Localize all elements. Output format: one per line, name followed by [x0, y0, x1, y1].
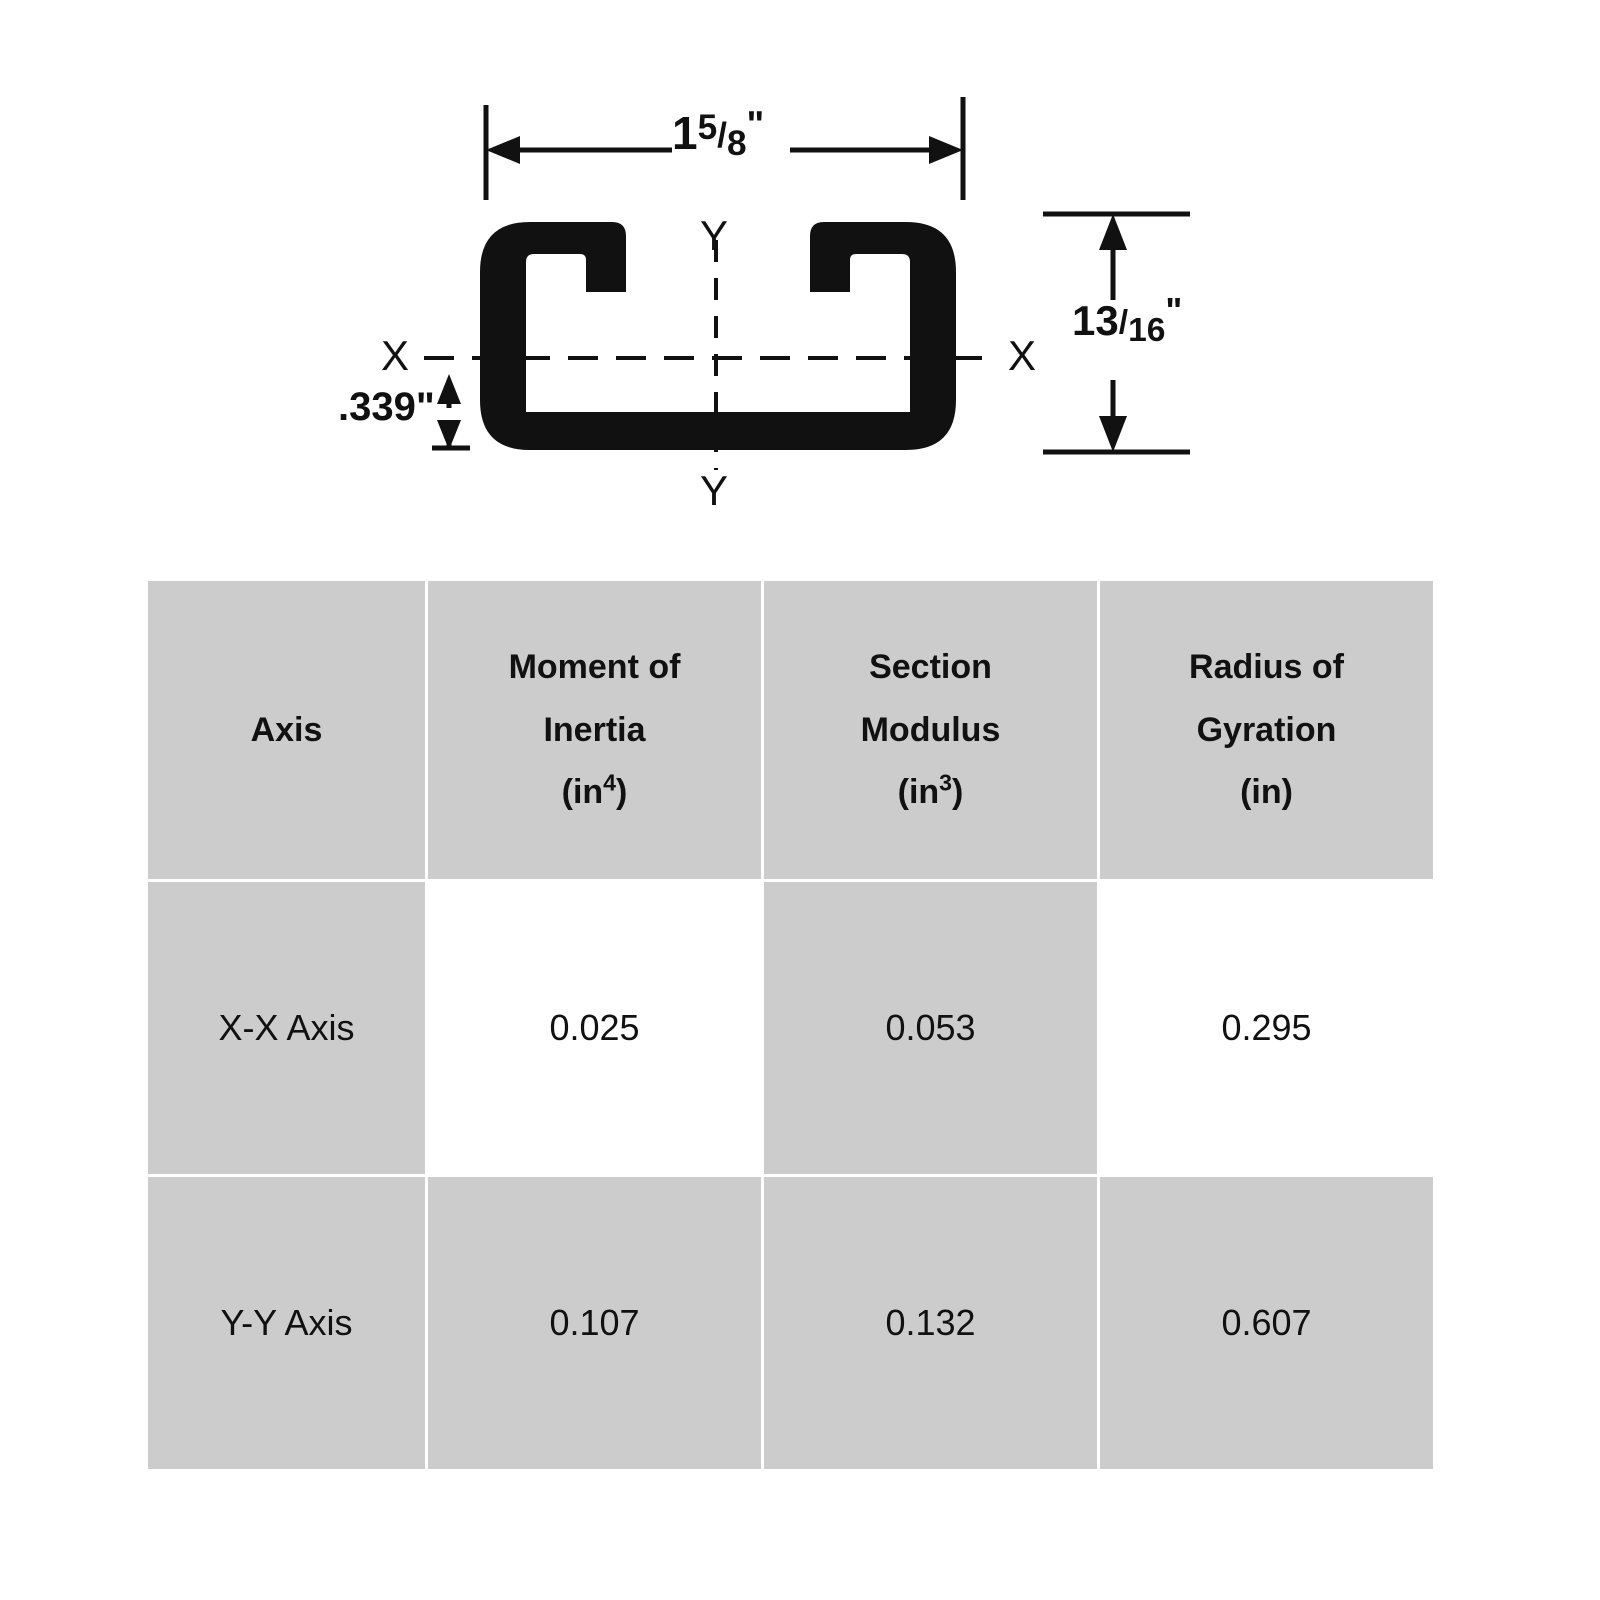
table-header-row [147, 580, 1435, 881]
axis-label-y-bottom: Y [700, 467, 729, 514]
cell-axis-yy: Y-Y Axis [147, 1176, 427, 1471]
header-moment-unit: $(in^4)$ [561, 770, 628, 812]
strut-profile-svg [0, 0, 1600, 560]
width-dimension-label: 15/8" [672, 103, 765, 163]
header-radius-unit: (in) [1240, 773, 1293, 812]
header-section-modulus [763, 580, 1099, 881]
arrow-up-height [1099, 214, 1127, 250]
table-row [147, 881, 1435, 1176]
cell-section-xx: 0.053 [763, 881, 1099, 1176]
axis-label-y-top: Y [700, 212, 729, 259]
axis-label-x-left: X [381, 332, 410, 379]
arrow-left-width [486, 136, 520, 164]
arrow-up-thickness [437, 374, 461, 404]
header-radius-line2: Gyration [1196, 710, 1337, 749]
cross-section-diagram [0, 0, 1600, 560]
header-moment-line2: Inertia [543, 710, 646, 749]
cell-radius-yy: 0.607 [1099, 1176, 1435, 1471]
cell-moment-xx: 0.025 [427, 881, 763, 1176]
arrow-down-height [1099, 416, 1127, 452]
thickness-dimension-label: .339" [338, 385, 435, 429]
header-section-unit: $(in^3)$ [897, 770, 964, 812]
cell-axis-xx: X-X Axis [147, 881, 427, 1176]
cell-moment-yy: 0.107 [427, 1176, 763, 1471]
section-properties-table [145, 578, 1436, 1472]
header-section-line2: Modulus [860, 710, 1001, 749]
header-moment-of-inertia [427, 580, 763, 881]
height-dimension-label: 13/16" [1072, 291, 1183, 349]
cell-radius-xx: 0.295 [1099, 881, 1435, 1176]
header-moment-line1: Moment of [508, 647, 681, 686]
table-row [147, 1176, 1435, 1471]
axis-label-x-right: X [1008, 332, 1037, 379]
cell-section-yy: 0.132 [763, 1176, 1099, 1471]
header-radius-of-gyration [1099, 580, 1435, 881]
arrow-right-width [929, 136, 963, 164]
header-radius-line1: Radius of [1189, 647, 1344, 686]
header-section-line1: Section [869, 647, 992, 686]
header-axis: Axis [147, 580, 427, 881]
